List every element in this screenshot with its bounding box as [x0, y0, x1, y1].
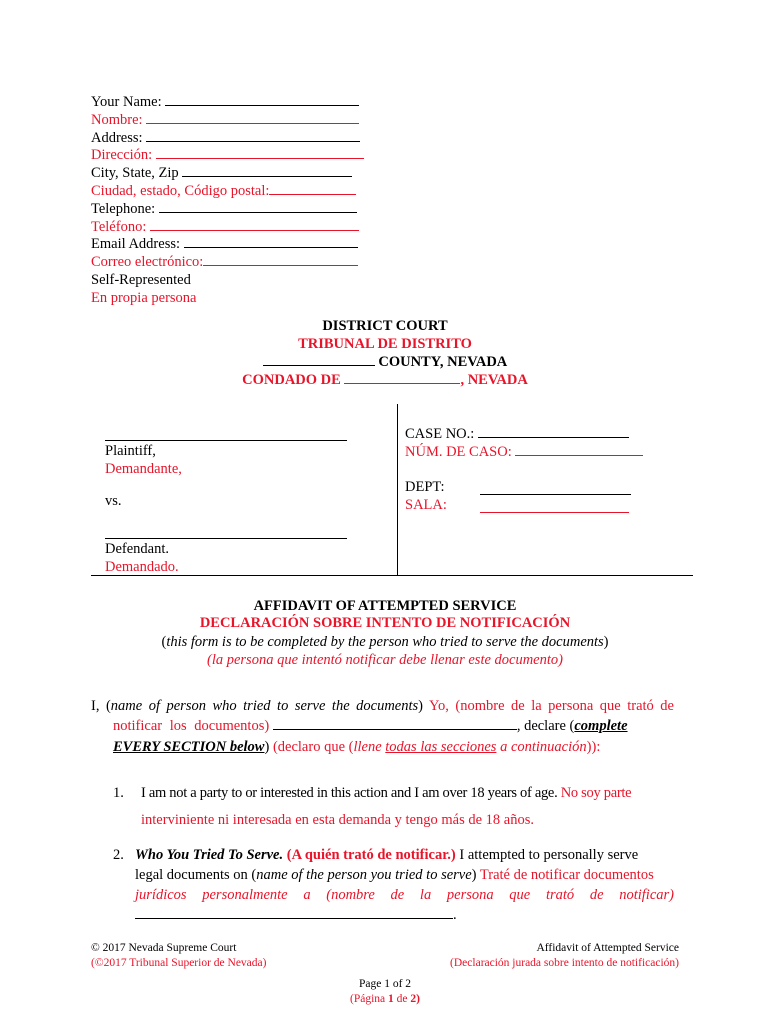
demandado-label: Demandado. — [105, 559, 179, 575]
correo-row — [91, 254, 364, 272]
email-row — [91, 236, 364, 254]
court-title-en: DISTRICT COURT — [322, 318, 448, 334]
item-2-es-2: Traté de notificar documentos — [479, 867, 654, 883]
city-label: City, State, Zip — [91, 165, 179, 182]
item-2-line-4 — [135, 907, 457, 924]
county-line-es — [0, 372, 770, 390]
direccion-label: Dirección: — [91, 147, 153, 164]
correo-label: Correo electrónico: — [91, 254, 204, 271]
telephone-field[interactable] — [159, 201, 357, 213]
intro-llene: llene — [353, 739, 386, 755]
demandante-label: Demandante, — [105, 461, 182, 477]
telefono-label: Teléfono: — [91, 218, 147, 235]
address-field[interactable] — [146, 130, 360, 142]
direccion-row — [91, 147, 364, 165]
num-caso-field[interactable] — [515, 444, 643, 456]
intro-i-prefix: I, ( — [91, 698, 111, 714]
item-2-en-2b: ) — [471, 867, 477, 883]
party-info-block — [91, 94, 364, 308]
item-2-en-2-italic: name of the person you tried to serve — [256, 867, 472, 883]
item-2-heading-es: (A quién trató de notificar.) — [286, 847, 456, 863]
condado-field[interactable] — [344, 372, 460, 384]
email-field[interactable] — [184, 236, 358, 248]
defendant-label: Defendant. — [105, 541, 170, 557]
item-2-es-3: jurídicos personalmente a (nombre de la persona que trató de notificar) — [135, 887, 674, 903]
caption-divider-horizontal — [91, 575, 693, 576]
condado-suffix: , NEVADA — [460, 372, 528, 388]
propia-persona-label: En propia persona — [91, 289, 197, 306]
city-row — [91, 165, 364, 183]
direccion-field[interactable] — [156, 147, 364, 159]
intro-line-1 — [91, 696, 674, 716]
form-instruction-en: (this form is to be completed by the person who tried to serve the documents) — [161, 634, 609, 650]
sala-field[interactable] — [480, 512, 629, 513]
intro-i-close: ) — [418, 698, 424, 714]
footer-form-name-en: Affidavit of Attempted Service — [536, 942, 679, 954]
your-name-row — [91, 94, 364, 112]
item-1-es-2: interviniente ni interesada en esta demanda y tengo más de 18 años. — [141, 812, 534, 828]
intro-line-3 — [113, 737, 600, 757]
county-suffix-en: COUNTY, NEVADA — [378, 354, 508, 370]
case-no-label: CASE NO.: — [405, 426, 475, 442]
nombre-label: Nombre: — [91, 111, 143, 128]
item-1-number: 1. — [113, 785, 124, 801]
email-label: Email Address: — [91, 236, 181, 253]
page-es-total: 2) — [410, 993, 420, 1005]
intro-declaro-open: (declaro que ( — [272, 739, 354, 755]
plaintiff-line[interactable] — [105, 440, 347, 441]
item-2-en-2a: legal documents on ( — [135, 867, 257, 883]
case-no-field[interactable] — [478, 426, 629, 438]
form-instruction-en-text: this form is to be completed by the person who tried to serve the documents — [166, 634, 604, 650]
form-title-es: DECLARACIÓN SOBRE INTENTO DE NOTIFICACIÓN — [199, 615, 571, 631]
nombre-row — [91, 112, 364, 130]
your-name-field[interactable] — [165, 94, 359, 106]
intro-declaro-close: )): — [586, 739, 601, 755]
dept-label: DEPT: — [405, 479, 445, 495]
footer-copyright-en: © 2017 Nevada Supreme Court — [91, 942, 237, 954]
court-title-es: TRIBUNAL DE DISTRITO — [298, 336, 472, 352]
ciudad-field[interactable] — [269, 183, 356, 195]
item-2-period: . — [453, 907, 457, 923]
intro-every-section: EVERY SECTION below — [113, 739, 265, 755]
num-caso-label: NÚM. DE CASO: — [405, 444, 512, 460]
form-title-en: AFFIDAVIT OF ATTEMPTED SERVICE — [253, 598, 517, 614]
intro-yo: Yo, (nombre de la persona que trató de — [428, 698, 674, 714]
intro-declaro — [273, 739, 600, 755]
page-number-es — [0, 991, 770, 1007]
defendant-line[interactable] — [105, 538, 347, 539]
footer-copyright-es: (©2017 Tribunal Superior de Nevada) — [91, 957, 267, 969]
condado-prefix: CONDADO DE — [242, 372, 341, 388]
item-2-line-1 — [135, 847, 638, 864]
page-es-de: de — [393, 993, 411, 1005]
address-label: Address: — [91, 129, 143, 146]
item-1-en: I am not a party to or interested in this action and I am over 18 years of age. — [141, 785, 558, 801]
nombre-field[interactable] — [146, 112, 359, 124]
served-person-name-field[interactable] — [135, 907, 453, 919]
telefono-row — [91, 219, 364, 237]
item-2-line-2 — [135, 867, 654, 884]
case-no-row — [405, 426, 629, 444]
caption-divider-vertical — [397, 404, 398, 576]
address-row — [91, 130, 364, 148]
num-caso-row — [405, 444, 643, 462]
declarant-name-field[interactable] — [273, 718, 517, 730]
dept-field[interactable] — [480, 494, 631, 495]
item-2-number: 2. — [113, 847, 124, 863]
ciudad-row — [91, 183, 364, 201]
page-number-en: Page 1 of 2 — [358, 978, 412, 990]
item-1-es-1: No soy parte — [560, 785, 632, 801]
plaintiff-label: Plaintiff, — [105, 443, 156, 459]
item-2-heading-en: Who You Tried To Serve. — [135, 847, 284, 863]
intro-complete: complete — [574, 718, 628, 734]
intro-declare: , declare ( — [516, 718, 575, 734]
ciudad-label: Ciudad, estado, Código postal: — [91, 182, 270, 199]
sala-label: SALA: — [405, 497, 447, 513]
telephone-label: Telephone: — [91, 200, 156, 217]
self-represented-label: Self-Represented — [91, 271, 191, 288]
intro-continuacion: a continuación — [496, 739, 587, 755]
telephone-row — [91, 201, 364, 219]
footer-form-name-es: (Declaración jurada sobre intento de notificación) — [450, 957, 679, 969]
intro-todas: todas las secciones — [385, 739, 497, 755]
page-es-prefix: (Página — [350, 993, 389, 1005]
city-field[interactable] — [182, 165, 352, 177]
vs-label: vs. — [105, 493, 122, 509]
county-field[interactable] — [263, 354, 375, 366]
intro-notificar: notificar los documentos) — [113, 718, 270, 734]
intro-i-italic: name of person who tried to serve the documents — [110, 698, 419, 714]
correo-field[interactable] — [203, 254, 358, 266]
intro-line-2 — [113, 716, 674, 736]
page-es-num: 1 — [388, 993, 394, 1005]
item-2-en-1: I attempted to personally serve — [455, 847, 639, 863]
intro-close: ) — [264, 739, 270, 755]
form-instruction-es: (la persona que intentó notificar debe llenar este documento) — [207, 652, 563, 668]
your-name-label: Your Name: — [91, 94, 162, 110]
item-1-line-1 — [141, 785, 631, 802]
telefono-field[interactable] — [150, 219, 359, 231]
county-line-en — [0, 354, 770, 372]
